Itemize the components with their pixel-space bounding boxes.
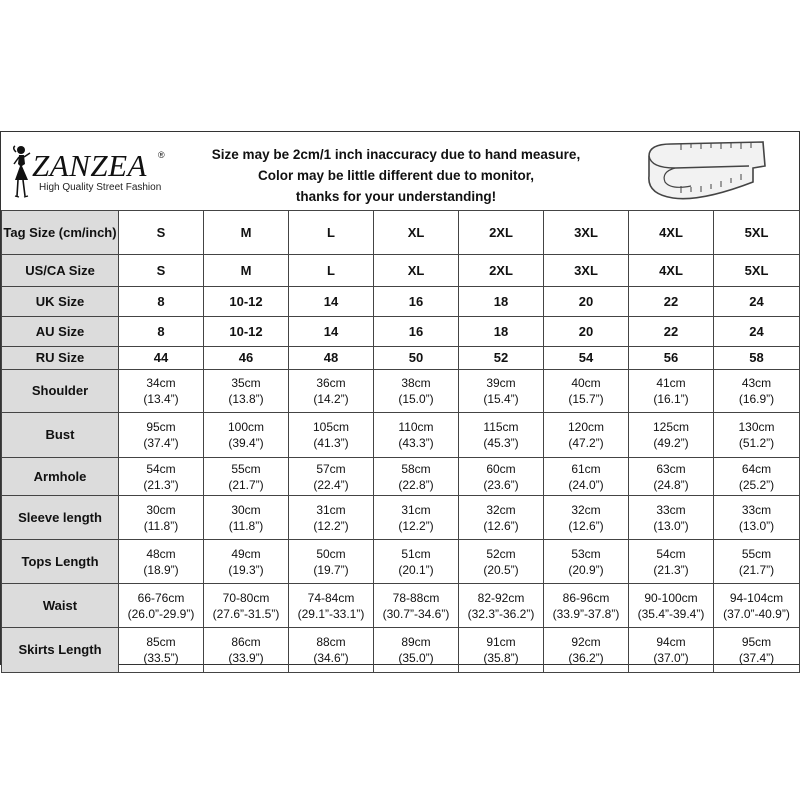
notice-line: Color may be little different due to monitor, (257, 168, 535, 183)
table-cell (289, 584, 374, 628)
table-cell: L (289, 211, 374, 255)
table-cell (714, 458, 800, 496)
table-cell (459, 540, 544, 584)
table-cell: S (119, 255, 204, 287)
table-cell (544, 458, 629, 496)
cell-inch: (35.0”) (398, 651, 434, 665)
table-cell (459, 370, 544, 413)
table-cell (374, 584, 459, 628)
table-cell (714, 540, 800, 584)
table-cell (544, 370, 629, 413)
table-cell (119, 370, 204, 413)
cell-cm: 90-100cm (644, 590, 698, 605)
table-cell (204, 540, 289, 584)
cell-cm: 30cm (146, 502, 176, 517)
cell-inch: (22.8”) (398, 477, 434, 492)
cell-inch: (12.2”) (398, 518, 434, 533)
cell-cm: 48cm (146, 546, 176, 561)
cell-cm: 39cm (486, 376, 516, 390)
cell-inch: (18.9”) (143, 562, 179, 577)
cell-cm: 34cm (146, 376, 176, 390)
table-row (2, 211, 800, 255)
cell-cm: 115cm (483, 420, 519, 434)
cell-inch: (35.4”-39.4”) (637, 606, 705, 621)
cell-inch: (33.5”) (143, 651, 179, 665)
table-cell: 18 (459, 287, 544, 317)
cell-inch: (19.7”) (313, 562, 349, 577)
measurement-notice (191, 144, 601, 207)
cell-inch: (26.0”-29.9”) (127, 606, 195, 621)
cell-cm: 31cm (316, 502, 346, 517)
table-cell: M (204, 211, 289, 255)
table-cell: 4XL (629, 255, 714, 287)
cell-cm: 70-80cm (222, 590, 270, 605)
cell-inch: (47.2”) (568, 436, 604, 450)
cell-cm: 66-76cm (137, 590, 185, 605)
table-cell: L (289, 255, 374, 287)
table-cell: 10-12 (204, 317, 289, 347)
cell-inch: (15.7”) (568, 392, 604, 406)
table-cell (459, 413, 544, 458)
cell-cm: 92cm (571, 635, 601, 649)
cell-inch: (51.2”) (738, 436, 775, 450)
cell-cm: 85cm (146, 635, 176, 649)
table-cell (289, 413, 374, 458)
size-table (1, 210, 800, 673)
cell-inch: (33.9”-37.8”) (552, 606, 620, 621)
cell-cm: 57cm (316, 461, 346, 476)
cell-inch: (16.1”) (653, 392, 689, 406)
cell-inch: (15.4”) (483, 392, 519, 406)
cell-inch: (37.4”) (738, 651, 775, 665)
cell-cm: 54cm (656, 546, 686, 561)
table-cell: 14 (289, 287, 374, 317)
brand-logo (7, 142, 187, 206)
cell-inch: (20.5”) (483, 562, 519, 577)
cell-cm: 35cm (231, 376, 261, 390)
registered-mark: ® (158, 150, 165, 160)
table-cell (459, 584, 544, 628)
table-cell: 46 (204, 347, 289, 370)
measuring-tape-icon (641, 138, 771, 206)
table-cell: 22 (629, 317, 714, 347)
cell-inch: (49.2”) (653, 436, 689, 450)
cell-inch: (21.7”) (228, 477, 264, 492)
table-cell: 8 (119, 317, 204, 347)
cell-cm: 95cm (146, 420, 176, 434)
cell-cm: 30cm (231, 502, 261, 517)
cell-cm: 89cm (401, 635, 431, 649)
row-header: UK Size (2, 287, 119, 317)
table-cell (119, 628, 204, 673)
table-cell (289, 628, 374, 673)
cell-inch: (45.3”) (483, 436, 519, 450)
cell-cm: 86cm (231, 635, 261, 649)
size-chart-header (1, 132, 799, 211)
cell-inch: (11.8”) (228, 518, 264, 533)
table-cell (119, 458, 204, 496)
cell-inch: (43.3”) (398, 436, 434, 450)
cell-inch: (13.0”) (653, 518, 689, 533)
table-cell: 20 (544, 317, 629, 347)
table-cell (459, 496, 544, 540)
notice-line: thanks for your understanding! (295, 189, 497, 204)
cell-inch: (37.0”) (653, 651, 689, 665)
cell-inch: (14.2”) (313, 392, 349, 406)
cell-inch: (20.1”) (398, 562, 434, 577)
table-cell (714, 628, 800, 673)
cell-cm: 120cm (567, 420, 605, 434)
table-cell: XL (374, 211, 459, 255)
cell-inch: (24.8”) (653, 477, 689, 492)
table-cell (714, 413, 800, 458)
cell-cm: 33cm (656, 502, 686, 517)
table-cell (204, 370, 289, 413)
cell-inch: (12.6”) (483, 518, 519, 533)
table-cell (629, 496, 714, 540)
cell-inch: (30.7”-34.6”) (382, 606, 450, 621)
table-cell (544, 413, 629, 458)
table-cell: 10-12 (204, 287, 289, 317)
brand-name: ZANZEA (32, 148, 147, 183)
row-header: Skirts Length (2, 628, 119, 673)
table-cell: 54 (544, 347, 629, 370)
cell-inch: (41.3”) (313, 436, 349, 450)
cell-cm: 110cm (398, 420, 434, 434)
brand-tagline: High Quality Street Fashion (39, 182, 162, 193)
table-row (2, 540, 800, 584)
table-cell: 2XL (459, 255, 544, 287)
cell-cm: 50cm (316, 546, 346, 561)
cell-cm: 74-84cm (307, 590, 355, 605)
table-cell (459, 628, 544, 673)
table-cell (119, 413, 204, 458)
notice-line: Size may be 2cm/1 inch inaccuracy due to hand measure, (211, 147, 581, 162)
cell-inch: (34.6”) (313, 651, 349, 665)
table-cell: 4XL (629, 211, 714, 255)
cell-cm: 49cm (231, 546, 261, 561)
cell-inch: (27.6”-31.5”) (212, 606, 280, 621)
table-cell: 3XL (544, 255, 629, 287)
cell-inch: (23.6”) (483, 477, 519, 492)
cell-inch: (39.4”) (228, 436, 264, 450)
cell-cm: 53cm (571, 546, 601, 561)
row-header: Shoulder (2, 370, 119, 413)
cell-cm: 64cm (741, 461, 772, 476)
table-cell (289, 370, 374, 413)
row-header: US/CA Size (2, 255, 119, 287)
table-cell (629, 584, 714, 628)
cell-inch: (21.7”) (738, 562, 775, 577)
table-cell (289, 496, 374, 540)
cell-cm: 63cm (656, 461, 686, 476)
table-row (2, 287, 800, 317)
cell-inch: (12.6”) (568, 518, 604, 533)
table-cell: 16 (374, 287, 459, 317)
row-header: RU Size (2, 347, 119, 370)
cell-cm: 32cm (571, 502, 601, 517)
cell-cm: 94cm (656, 635, 686, 649)
table-cell: 56 (629, 347, 714, 370)
table-cell: 48 (289, 347, 374, 370)
cell-cm: 32cm (486, 502, 516, 517)
cell-cm: 54cm (146, 461, 176, 476)
table-cell (204, 496, 289, 540)
cell-cm: 100cm (227, 420, 265, 434)
table-cell (374, 496, 459, 540)
table-cell: 22 (629, 287, 714, 317)
table-cell (714, 496, 800, 540)
cell-cm: 43cm (741, 376, 772, 390)
table-cell (289, 540, 374, 584)
row-header: AU Size (2, 317, 119, 347)
cell-cm: 58cm (401, 461, 431, 476)
table-cell (629, 458, 714, 496)
row-header: Sleeve length (2, 496, 119, 540)
table-cell (629, 370, 714, 413)
table-cell (204, 628, 289, 673)
table-cell (544, 496, 629, 540)
table-cell (374, 370, 459, 413)
table-row (2, 413, 800, 458)
cell-inch: (21.3”) (653, 562, 689, 577)
table-row (2, 458, 800, 496)
table-cell: 20 (544, 287, 629, 317)
table-cell: 24 (714, 317, 800, 347)
cell-cm: 31cm (401, 502, 431, 517)
table-row (2, 347, 800, 370)
table-cell (629, 540, 714, 584)
table-cell (629, 413, 714, 458)
table-cell (374, 628, 459, 673)
cell-inch: (22.4”) (313, 477, 349, 492)
table-cell: 14 (289, 317, 374, 347)
table-cell: 5XL (714, 255, 800, 287)
table-cell (119, 540, 204, 584)
cell-inch: (29.1”-33.1”) (297, 606, 365, 621)
row-header: Bust (2, 413, 119, 458)
table-cell: 16 (374, 317, 459, 347)
cell-cm: 95cm (741, 635, 772, 649)
cell-cm: 60cm (486, 461, 516, 476)
table-cell: 52 (459, 347, 544, 370)
table-cell (374, 540, 459, 584)
table-cell (629, 628, 714, 673)
table-cell: S (119, 211, 204, 255)
cell-cm: 91cm (486, 635, 516, 649)
cell-cm: 61cm (571, 461, 601, 476)
cell-cm: 82-92cm (477, 590, 525, 605)
table-cell (374, 458, 459, 496)
row-header: Tops Length (2, 540, 119, 584)
table-cell (374, 413, 459, 458)
table-cell (544, 540, 629, 584)
cell-inch: (24.0”) (568, 477, 604, 492)
cell-cm: 125cm (652, 420, 690, 434)
table-cell: 3XL (544, 211, 629, 255)
table-cell (289, 458, 374, 496)
table-row (2, 255, 800, 287)
cell-inch: (13.0”) (738, 518, 775, 533)
table-cell: 44 (119, 347, 204, 370)
table-cell (204, 413, 289, 458)
table-row (2, 496, 800, 540)
row-header: Armhole (2, 458, 119, 496)
cell-cm: 55cm (741, 546, 772, 561)
cell-cm: 40cm (571, 376, 601, 390)
cell-cm: 52cm (486, 546, 516, 561)
cell-cm: 105cm (312, 420, 350, 434)
table-row (2, 370, 800, 413)
table-cell (459, 458, 544, 496)
cell-cm: 41cm (656, 376, 686, 390)
table-row (2, 584, 800, 628)
cell-inch: (36.2”) (568, 651, 604, 665)
table-cell: XL (374, 255, 459, 287)
woman-silhouette-icon (7, 144, 33, 200)
cell-cm: 88cm (316, 635, 346, 649)
row-header: Waist (2, 584, 119, 628)
cell-inch: (15.0”) (398, 392, 434, 406)
table-cell (714, 584, 800, 628)
cell-cm: 38cm (401, 376, 431, 390)
cell-cm: 130cm (738, 420, 775, 434)
cell-cm: 94-104cm (729, 590, 784, 605)
cell-inch: (37.4”) (143, 436, 179, 450)
cell-cm: 78-88cm (392, 590, 440, 605)
cell-inch: (19.3”) (228, 562, 264, 577)
table-cell: 18 (459, 317, 544, 347)
table-cell: 24 (714, 287, 800, 317)
table-cell (204, 584, 289, 628)
cell-cm: 55cm (231, 461, 261, 476)
table-cell: 8 (119, 287, 204, 317)
table-cell: 58 (714, 347, 800, 370)
table-cell (119, 496, 204, 540)
cell-inch: (13.8”) (228, 392, 264, 406)
cell-inch: (20.9”) (568, 562, 604, 577)
cell-inch: (13.4”) (143, 392, 179, 406)
cell-inch: (11.8”) (143, 518, 179, 533)
size-chart (0, 131, 800, 665)
table-cell: 2XL (459, 211, 544, 255)
table-cell (714, 370, 800, 413)
table-row (2, 628, 800, 673)
table-cell (544, 584, 629, 628)
table-cell (204, 458, 289, 496)
cell-inch: (25.2”) (738, 477, 775, 492)
cell-cm: 51cm (401, 546, 431, 561)
table-cell (119, 584, 204, 628)
cell-cm: 36cm (316, 376, 346, 390)
cell-inch: (33.9”) (228, 651, 264, 665)
row-header: Tag Size (cm/inch) (2, 211, 119, 255)
cell-inch: (12.2”) (313, 518, 349, 533)
cell-inch: (16.9”) (738, 392, 775, 406)
cell-inch: (37.0”-40.9”) (723, 606, 790, 621)
cell-cm: 86-96cm (562, 590, 610, 605)
cell-inch: (35.8”) (483, 651, 519, 665)
table-cell: M (204, 255, 289, 287)
table-cell (544, 628, 629, 673)
cell-cm: 33cm (741, 502, 772, 517)
table-row (2, 317, 800, 347)
cell-inch: (32.3”-36.2”) (467, 606, 535, 621)
table-cell: 50 (374, 347, 459, 370)
cell-inch: (21.3”) (143, 477, 179, 492)
table-cell: 5XL (714, 211, 800, 255)
